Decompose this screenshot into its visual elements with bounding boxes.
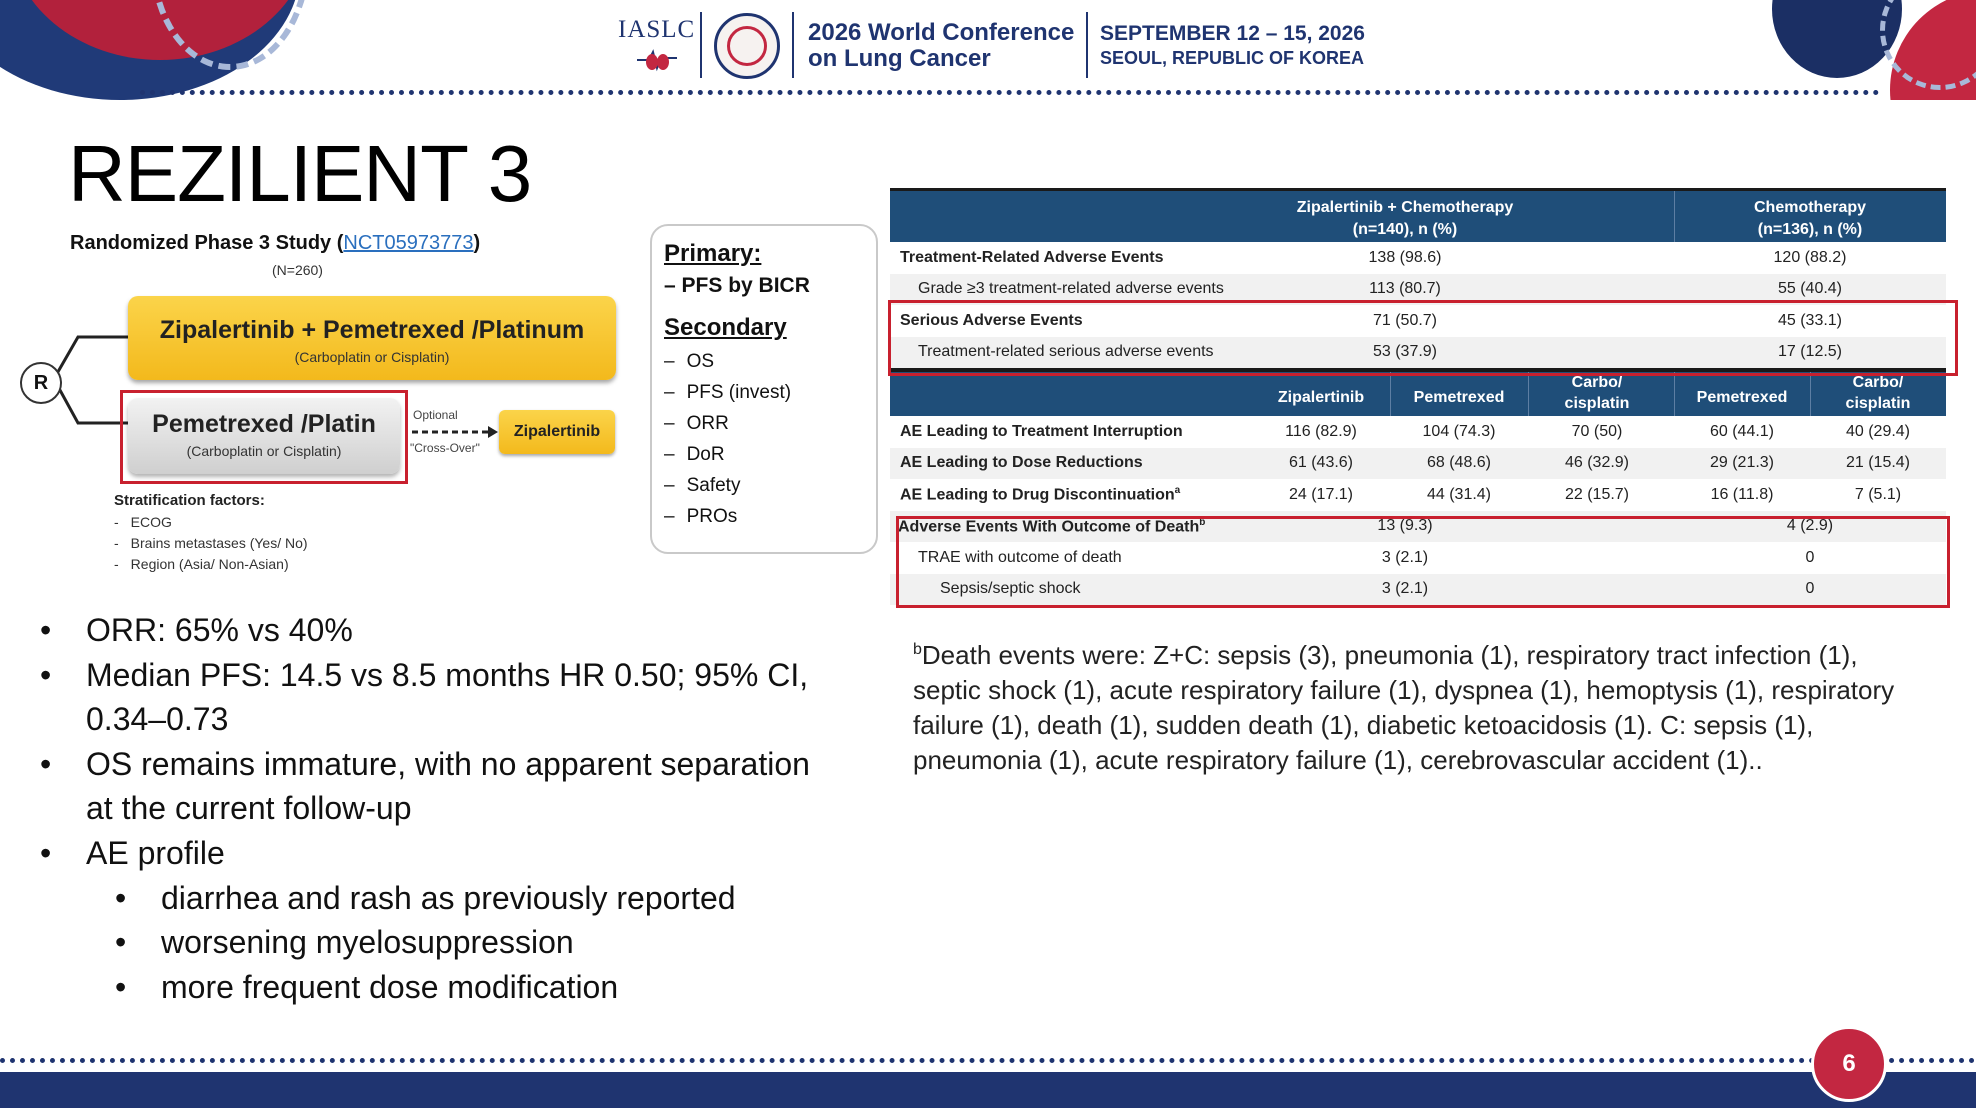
footer-dotted-line [0, 1058, 1976, 1063]
arm-crossover-zipalertinib: Zipalertinib [499, 410, 615, 454]
table-row: TRAE with outcome of death 3 (2.1) 0 [918, 548, 1815, 566]
randomization-node: R [20, 362, 62, 404]
table-row: Treatment-related serious adverse events 53 (37.9) 17 (12.5) [890, 337, 1946, 369]
list-item: – DoR [664, 439, 876, 470]
table-header [890, 188, 1946, 242]
crossover-label-bottom: "Cross-Over" [410, 441, 480, 455]
column-header-pemetrexed-chemo: Pemetrexed [1696, 389, 1788, 406]
header-divider [792, 12, 794, 78]
conference-title: 2026 World Conference on Lung Cancer [808, 19, 1075, 72]
list-item: - ECOG [114, 512, 308, 533]
header-divider [1086, 12, 1088, 78]
nct-link[interactable]: NCT05973773 [343, 232, 474, 254]
list-item: • ORR: 65% vs 40% [40, 608, 840, 653]
list-item: • diarrhea and rash as previously reported [40, 876, 840, 921]
page-number-badge: 6 [1811, 1026, 1887, 1102]
study-sample-size: (N=260) [272, 262, 323, 278]
list-item: • worsening myelosuppression [40, 920, 840, 965]
iaslc-logo-text: IASLC [618, 16, 696, 43]
table-subheader [890, 372, 1946, 416]
table-row: AE Leading to Drug Discontinuation$^a$ 24 (17.1) 44 (31.4) 22 (15.7) 16 (11.8) 7 (5.1) [900, 485, 1902, 504]
death-events-footnote: $^b$Death events were: Z+C: sepsis (3), pneumonia (1), respiratory tract infection (1), septic shock (1), acute respiratory failure (1), dyspnea (1), hemoptysis (1), respiratory failure (1), death (1), sudden death (1), diabetic ketoacidosis (1). C: sepsis (1), pneumonia (1), acute respiratory failure (1), cerebrovascular accident (1).. [913, 640, 1895, 775]
column-header-chemotherapy: Chemotherapy (n=136), n (%) [1753, 199, 1867, 238]
stratification-list [114, 512, 308, 575]
secondary-endpoint-heading: Secondary [664, 314, 787, 341]
endpoints-box [650, 224, 878, 554]
table-row: Serious Adverse Events 71 (50.7) 45 (33.1) [900, 311, 1843, 329]
list-item: - Region (Asia/ Non-Asian) [114, 554, 308, 575]
key-findings-list [40, 608, 840, 1009]
arm-zipalertinib-combo: Zipalertinib + Pemetrexed /Platinum (Carboplatin or Cisplatin) [128, 296, 616, 380]
list-item: – OS [664, 346, 876, 377]
table-row: AE Leading to Dose Reductions 61 (43.6) 68 (48.6) 46 (32.9) 29 (21.3) 21 (15.4) [890, 448, 1946, 480]
study-design-heading: Randomized Phase 3 Study (NCT05973773) [70, 232, 481, 254]
table-row: Sepsis/septic shock 3 (2.1) 0 [890, 574, 1946, 606]
arm-chemotherapy: Pemetrexed /Platin (Carboplatin or Cisplatin) [128, 398, 400, 474]
crossover-label-top: Optional [413, 408, 458, 422]
column-header-carbo-cisplatin: Carbo/ cisplatin [1564, 374, 1630, 412]
lung-logo-icon [635, 46, 679, 72]
footer-band [0, 1072, 1976, 1108]
column-header-zipalertinib: Zipalertinib [1277, 389, 1365, 406]
header-divider [700, 12, 702, 78]
list-item: – Safety [664, 470, 876, 501]
conference-seal-icon [714, 13, 780, 79]
column-header-carbo-cisplatin-chemo: Carbo/ cisplatin [1845, 374, 1911, 412]
primary-endpoint: – PFS by BICR [664, 274, 810, 297]
list-item: • OS remains immature, with no apparent separation at the current follow-up [40, 742, 840, 831]
crossover-arrow-icon [410, 424, 500, 440]
list-item: • AE profile [40, 831, 840, 876]
header-dotted-line [140, 90, 1880, 95]
table-row: Treatment-Related Adverse Events 138 (98.6) 120 (88.2) [900, 248, 1847, 266]
table-row: Grade ≥3 treatment-related adverse events 113 (80.7) 55 (40.4) [890, 274, 1946, 306]
table-row: Adverse Events With Outcome of Death$^b$ 13 (9.3) 4 (2.9) [890, 511, 1946, 543]
list-item: – PROs [664, 501, 876, 532]
column-header-zipalertinib-chemo: Zipalertinib + Chemotherapy (n=140), n (%) [1296, 199, 1514, 238]
conference-header [0, 0, 1976, 100]
adverse-events-table [890, 188, 1946, 605]
list-item: – ORR [664, 408, 876, 439]
stratification-title: Stratification factors: [114, 492, 265, 509]
list-item: • more frequent dose modification [40, 965, 840, 1010]
column-header-pemetrexed: Pemetrexed [1413, 389, 1505, 406]
list-item: • Median PFS: 14.5 vs 8.5 months HR 0.50; 95% CI, 0.34–0.73 [40, 653, 840, 742]
conference-date-location: SEPTEMBER 12 – 15, 2026 SEOUL, REPUBLIC OF KOREA [1100, 22, 1365, 68]
slide-title: REZILIENT 3 [68, 129, 532, 218]
list-item: – PFS (invest) [664, 377, 876, 408]
list-item: - Brains metastases (Yes/ No) [114, 533, 308, 554]
table-row: AE Leading to Treatment Interruption 116 (82.9) 104 (74.3) 70 (50) 60 (44.1) 40 (29.4) [900, 422, 1911, 440]
secondary-endpoint-list [664, 346, 876, 532]
primary-endpoint-heading: Primary: [664, 240, 762, 267]
